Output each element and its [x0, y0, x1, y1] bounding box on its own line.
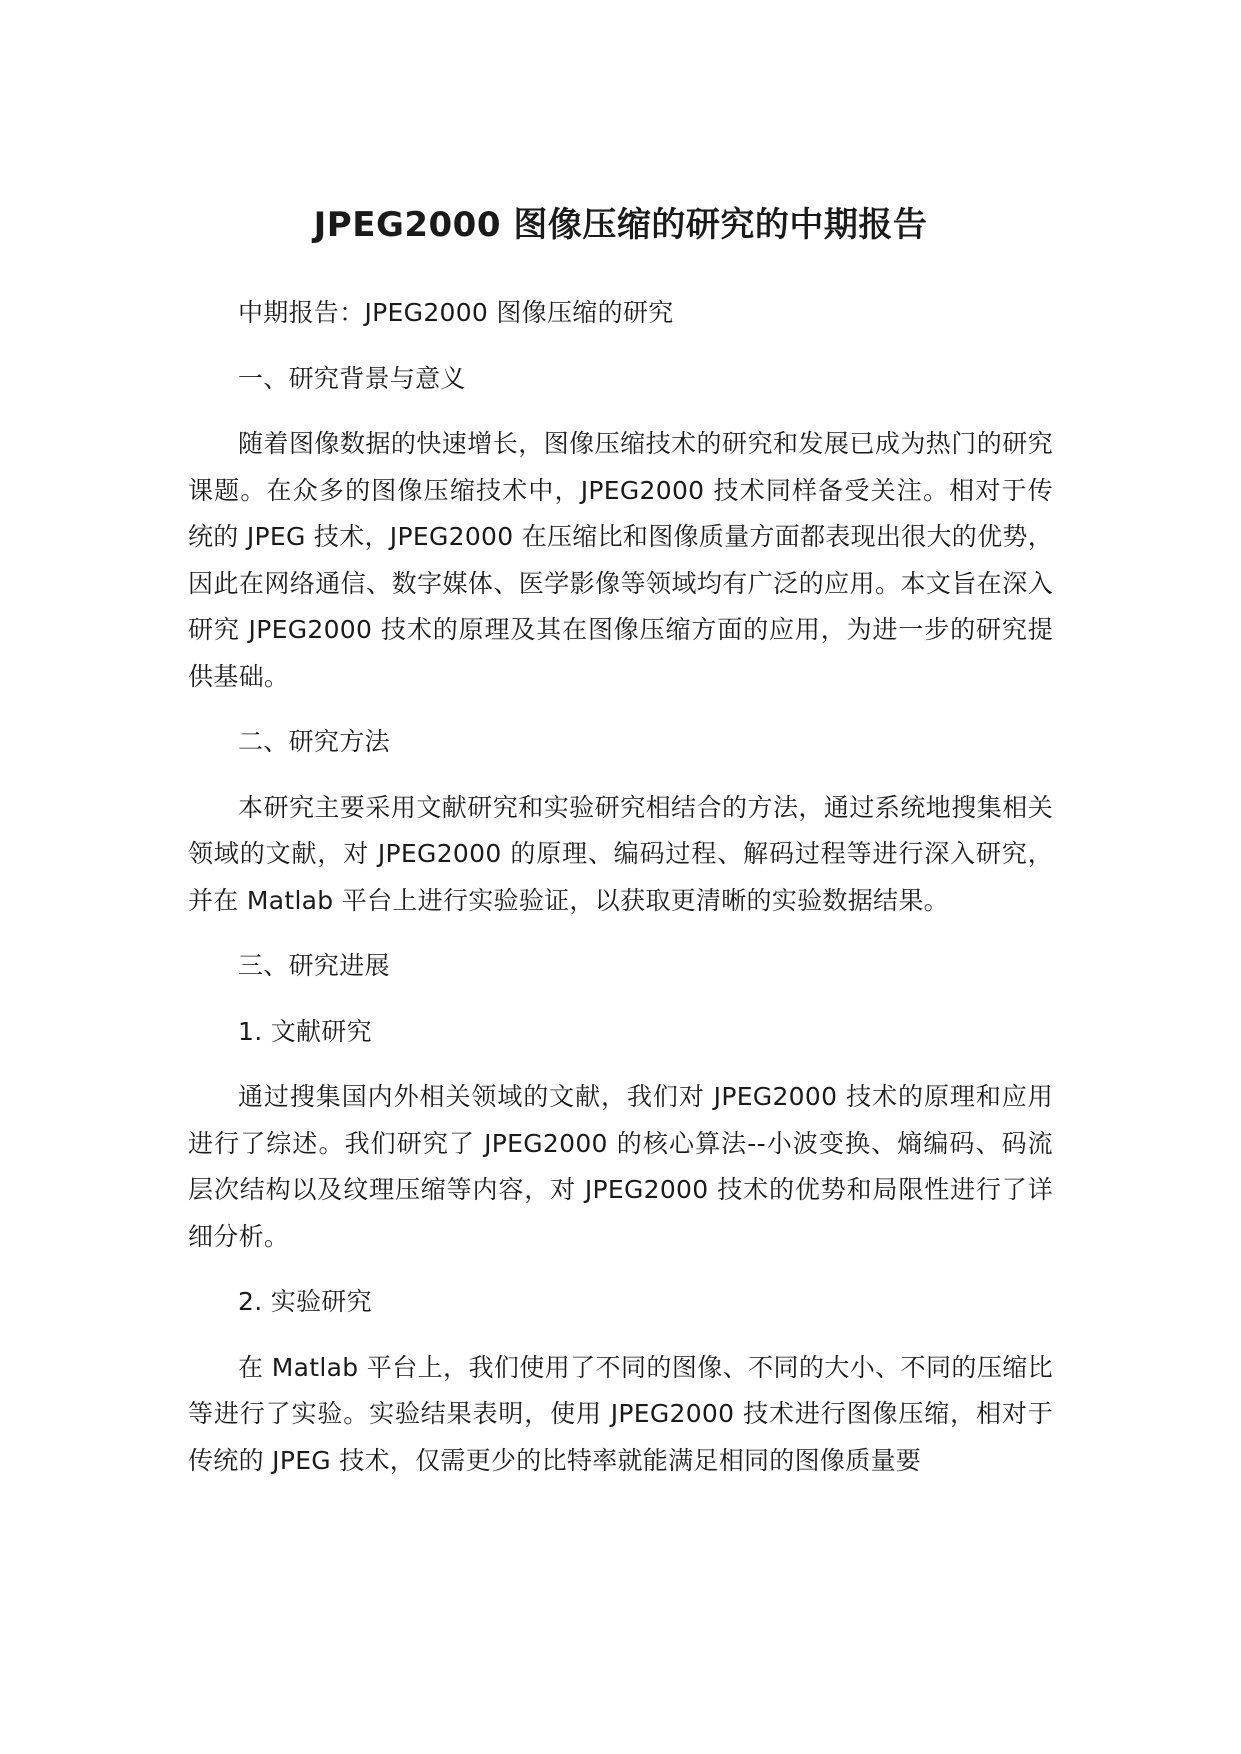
subsection-heading-literature: 1. 文献研究: [238, 1016, 372, 1046]
document-title: JPEG2000 图像压缩的研究的中期报告: [313, 204, 928, 245]
experiment-paragraph: 在 Matlab 平台上，我们使用了不同的图像、不同的大小、不同的压缩比等进行了实验。实验结果表明，使用 JPEG2000 技术进行图像压缩，相对于传统的 JPEG 技术，仅需更少的比特率就能满足相同的图像质量要: [188, 1352, 1053, 1475]
section-heading-method: 二、研究方法: [238, 727, 390, 756]
literature-paragraph: 通过搜集国内外相关领域的文献，我们对 JPEG2000 技术的原理和应用进行了综述。我们研究了 JPEG2000 的核心算法--小波变换、熵编码、码流层次结构以及纹理压缩等内容，对 JPEG2000 技术的优势和局限性进行了详细分析。: [188, 1082, 1053, 1251]
section-heading-background: 一、研究背景与意义: [238, 363, 466, 393]
subsection-heading-experiment: 2. 实验研究: [238, 1287, 372, 1316]
section-heading-progress: 三、研究进展: [238, 951, 390, 980]
method-paragraph: 本研究主要采用文献研究和实验研究相结合的方法，通过系统地搜集相关领域的文献，对 JPEG2000 的原理、编码过程、解码过程等进行深入研究，并在 Matlab 平台上进行实验验证，以获取更清晰的实验数据结果。: [188, 792, 1053, 915]
report-subtitle: 中期报告：JPEG2000 图像压缩的研究: [238, 298, 674, 327]
document-body: [188, 290, 1053, 1503]
background-paragraph: 随着图像数据的快速增长，图像压缩技术的研究和发展已成为热门的研究课题。在众多的图像压缩技术中，JPEG2000 技术同样备受关注。相对于传统的 JPEG 技术，JPEG2000 在压缩比和图像质量方面都表现出很大的优势，因此在网络通信、数字媒体、医学影像等领域均有广泛的应用。本文旨在深入研究 JPEG2000 技术的原理及其在图像压缩方面的应用，为进一步的研究提供基础。: [188, 429, 1053, 691]
